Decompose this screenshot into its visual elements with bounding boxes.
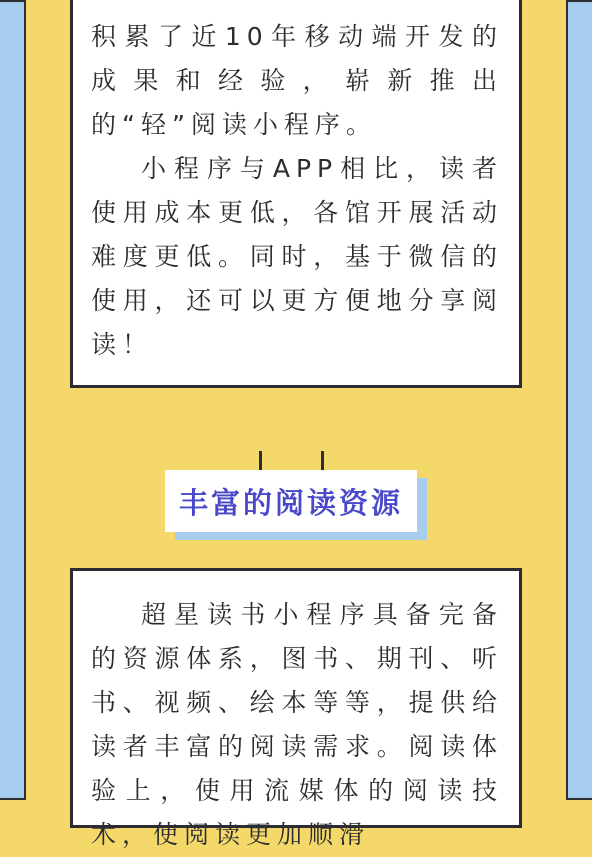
text-card-intro bbox=[70, 0, 522, 388]
section-heading bbox=[165, 470, 427, 540]
card-body bbox=[91, 593, 503, 857]
card-body bbox=[91, 15, 503, 367]
section-title: 丰富的阅读资源 bbox=[178, 485, 403, 520]
right-blue-frame bbox=[566, 0, 592, 800]
text-card-resources bbox=[70, 568, 522, 849]
paragraph: 超星读书小程序具备完备的资源体系，图书、期刊、听书、视频、绘本等等，提供给读者丰富的阅读需求。阅读体验上，使用流媒体的阅读技术，使阅读更加顺滑 bbox=[91, 600, 503, 849]
paragraph: 小程序与APP相比，读者使用成本更低，各馆开展活动难度更低。同时，基于微信的使用，还可以更方便地分享阅读！ bbox=[91, 154, 503, 359]
heading-box bbox=[165, 470, 417, 532]
left-blue-frame bbox=[0, 0, 26, 800]
paragraph: 积累了近10年移动端开发的成果和经验，崭新推出的“轻”阅读小程序。 bbox=[91, 22, 503, 139]
